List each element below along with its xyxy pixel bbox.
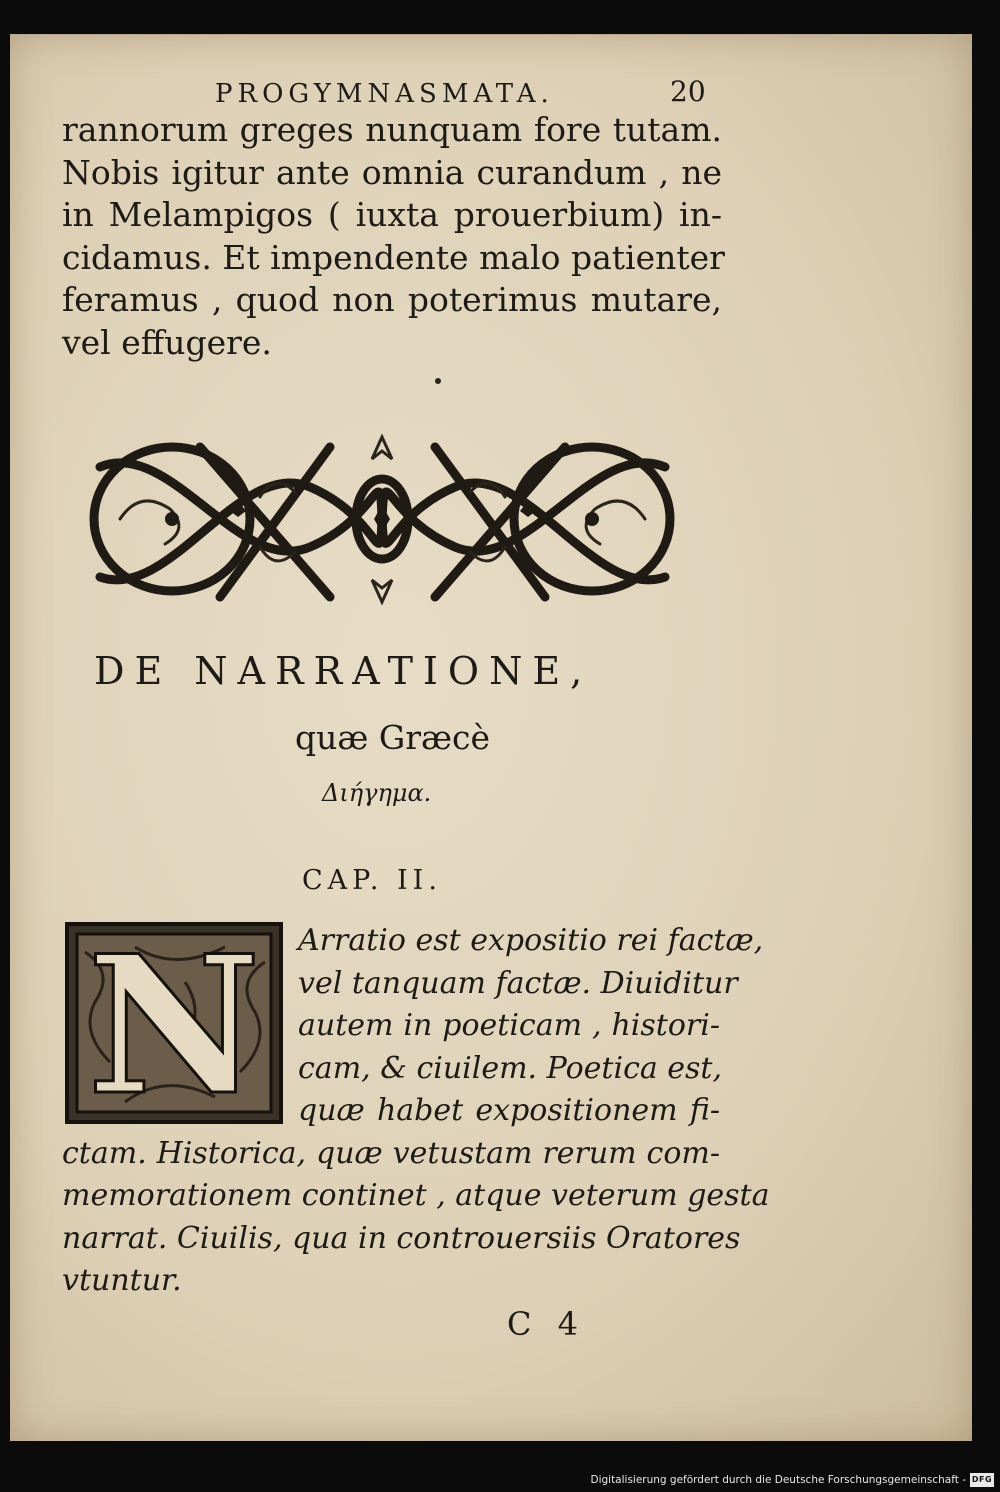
body-line: in Melampigos ( iuxta prouerbium) in- — [62, 195, 722, 234]
body-line: feramus , quod non poterimus mutare, — [62, 280, 722, 319]
stray-mark — [435, 378, 441, 384]
definition-line: Arratio est expositio rei factæ, — [298, 923, 764, 958]
digitization-credit: Digitalisierung gefördert durch die Deutsche Forschungsgemeinschaft - — [590, 1474, 966, 1486]
definition-line: vtuntur. — [62, 1263, 182, 1298]
definition-line: ctam. Historica, quæ vetustam rerum com- — [62, 1135, 720, 1171]
greek-term: Διήγημα. — [322, 779, 432, 807]
initial-letter: N — [87, 922, 261, 1124]
definition-line: vel tanquam factæ. Diuiditur — [298, 965, 738, 1001]
definition-line: cam, & ciuilem. Poetica est, — [298, 1050, 723, 1086]
definition-line: quæ habet expositionem fi- — [298, 1093, 720, 1128]
book-page — [10, 34, 972, 1441]
signature-mark: C 4 — [507, 1305, 587, 1343]
dfg-logo: DFG — [970, 1473, 994, 1487]
body-line: cidamus. Et impendente malo patienter — [62, 237, 725, 277]
body-line: Nobis igitur ante omnia curandum , ne — [62, 152, 722, 192]
page-number: 20 — [670, 75, 706, 108]
ornamental-headpiece — [80, 427, 685, 612]
definition-line: memorationem continet , atque veterum gesta — [62, 1178, 770, 1213]
running-head: PROGYMNASMATA. — [215, 79, 554, 109]
body-line: rannorum greges nunquam fore tutam. — [62, 110, 722, 149]
chapter-title: DE NARRATIONE, — [94, 649, 593, 693]
chapter-number: CAP. II. — [302, 865, 442, 896]
chapter-subtitle: quæ Græcè — [295, 718, 491, 757]
body-paragraph — [62, 109, 725, 364]
definition-paragraph — [62, 920, 770, 1303]
body-line: vel effugere. — [62, 322, 272, 362]
definition-line: autem in poeticam , histori- — [298, 1008, 720, 1043]
definition-line: narrat. Ciuilis, qua in controuersiis Oratores — [62, 1220, 741, 1256]
